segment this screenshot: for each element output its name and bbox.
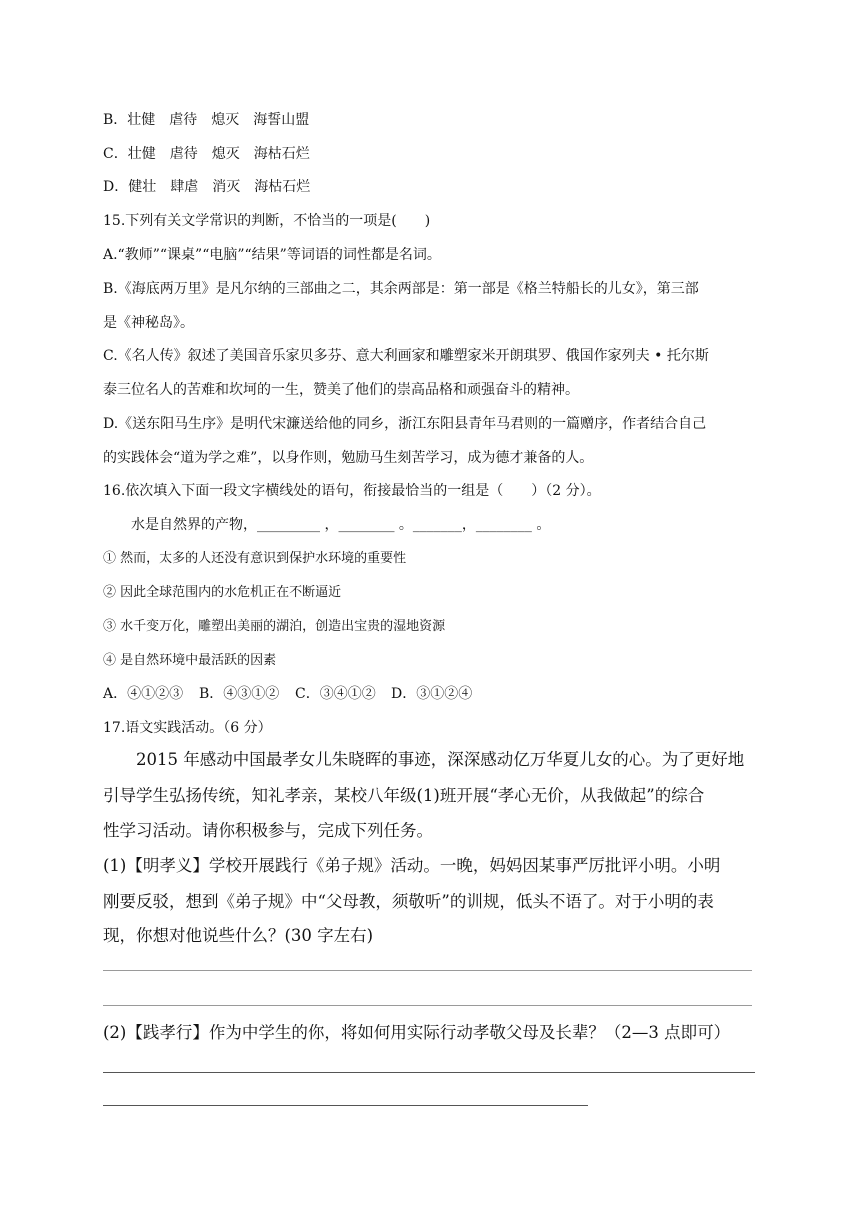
- option-word: 熄灭: [211, 112, 240, 128]
- q17-paragraph-line1: 2015 年感动中国最孝女儿朱晓晖的事迹，深深感动亿万华夏儿女的心。为了更好地: [136, 750, 745, 769]
- q15-option-c-line1: C.《名人传》叙述了美国音乐家贝多芬、意大利画家和雕塑家米开朗琪罗、俄国作家列夫 • 托尔斯: [103, 348, 709, 364]
- q17-task1-line3: 现，你想对他说些什么？(30 字左右): [103, 926, 374, 945]
- q16-sentence-3: ③ 水千变万化，雕塑出美丽的湖泊，创造出宝贵的湿地资源: [103, 619, 446, 634]
- option-word: 虐待: [169, 112, 198, 128]
- q14-option-b: [103, 110, 309, 130]
- option-word: 壮健: [127, 112, 156, 128]
- option-word: 壮健: [127, 146, 156, 162]
- q17-paragraph-line3: 性学习活动。请你积极参与，完成下列任务。: [103, 821, 433, 840]
- q15-option-a: A.“教师”“课桌”“电脑”“结果”等词语的词性都是名词。: [103, 247, 441, 263]
- option-label: D．: [103, 179, 129, 195]
- q15-stem: 15.下列有关文学常识的判断，不恰当的一项是( ): [103, 213, 431, 229]
- q15-option-d-line2: 的实践体会“道为学之难”，以身作则，勉励马生刻苦学习，成为德才兼备的人。: [103, 450, 594, 466]
- answer-line[interactable]: [103, 970, 752, 971]
- q16-choices: [103, 684, 487, 704]
- q16-passage: 水是自然界的产物，_________ ，________ 。_______，________ 。: [131, 517, 551, 533]
- q14-option-c: [103, 144, 310, 164]
- q16-sentence-4: ④ 是自然环境中最活跃的因素: [103, 653, 277, 668]
- q17-task1-line2: 刚要反驳，想到《弟子规》中“父母教，须敬听”的训规，低头不语了。对于小明的表: [103, 892, 714, 911]
- option-word: 海枯石烂: [254, 179, 311, 195]
- q16-choice-b: B．④③①②: [199, 686, 280, 702]
- q16-sentence-1: ① 然而，太多的人还没有意识到保护水环境的重要性: [103, 551, 407, 566]
- q16-choice-c: C．③④①②: [295, 686, 376, 702]
- q15-option-b-line1: B.《海底两万里》是凡尔纳的三部曲之二，其余两部是：第一部是《格兰特船长的儿女》，第三部: [103, 281, 699, 297]
- q17-paragraph-line2: 引导学生弘扬传统，知礼孝亲，某校八年级(1)班开展“孝心无价，从我做起”的综合: [103, 786, 705, 805]
- option-word: 虐待: [169, 146, 198, 162]
- option-word: 海枯石烂: [253, 146, 310, 162]
- answer-line[interactable]: [103, 1105, 588, 1106]
- q15-option-c-line2: 泰三位名人的苦难和坎坷的一生，赞美了他们的崇高品格和顽强奋斗的精神。: [103, 382, 579, 398]
- q17-stem: 17.语文实践活动。（6 分）: [103, 720, 272, 736]
- q16-sentence-2: ② 因此全球范围内的水危机正在不断逼近: [103, 585, 342, 600]
- option-word: 海誓山盟: [253, 112, 310, 128]
- q14-option-d: [103, 177, 310, 197]
- option-word: 健壮: [128, 179, 157, 195]
- option-word: 消灭: [212, 179, 241, 195]
- q16-choice-d: D．③①②④: [391, 686, 473, 702]
- q17-task1-line1: (1)【明孝义】学校开展践行《弟子规》活动。一晚，妈妈因某事严厉批评小明。小明: [103, 856, 721, 875]
- q15-option-d-line1: D.《送东阳马生序》是明代宋濂送给他的同乡，浙江东阳县青年马君则的一篇赠序，作者结合自己: [103, 416, 707, 432]
- answer-line[interactable]: [103, 1072, 755, 1073]
- q16-choice-a: A．④①②③: [103, 686, 184, 702]
- q16-stem: 16.依次填入下面一段文字横线处的语句，衔接最恰当的一组是（ ）（2 分）。: [103, 483, 601, 499]
- option-word: 肆虐: [170, 179, 199, 195]
- answer-line[interactable]: [103, 1005, 752, 1006]
- option-label: B．: [103, 112, 128, 128]
- option-word: 熄灭: [211, 146, 240, 162]
- q15-option-b-line2: 是《神秘岛》。: [103, 315, 194, 331]
- option-label: C．: [103, 146, 128, 162]
- q17-task2: (2)【践孝行】作为中学生的你，将如何用实际行动孝敬父母及长辈？（2—3 点即可）: [103, 1023, 731, 1042]
